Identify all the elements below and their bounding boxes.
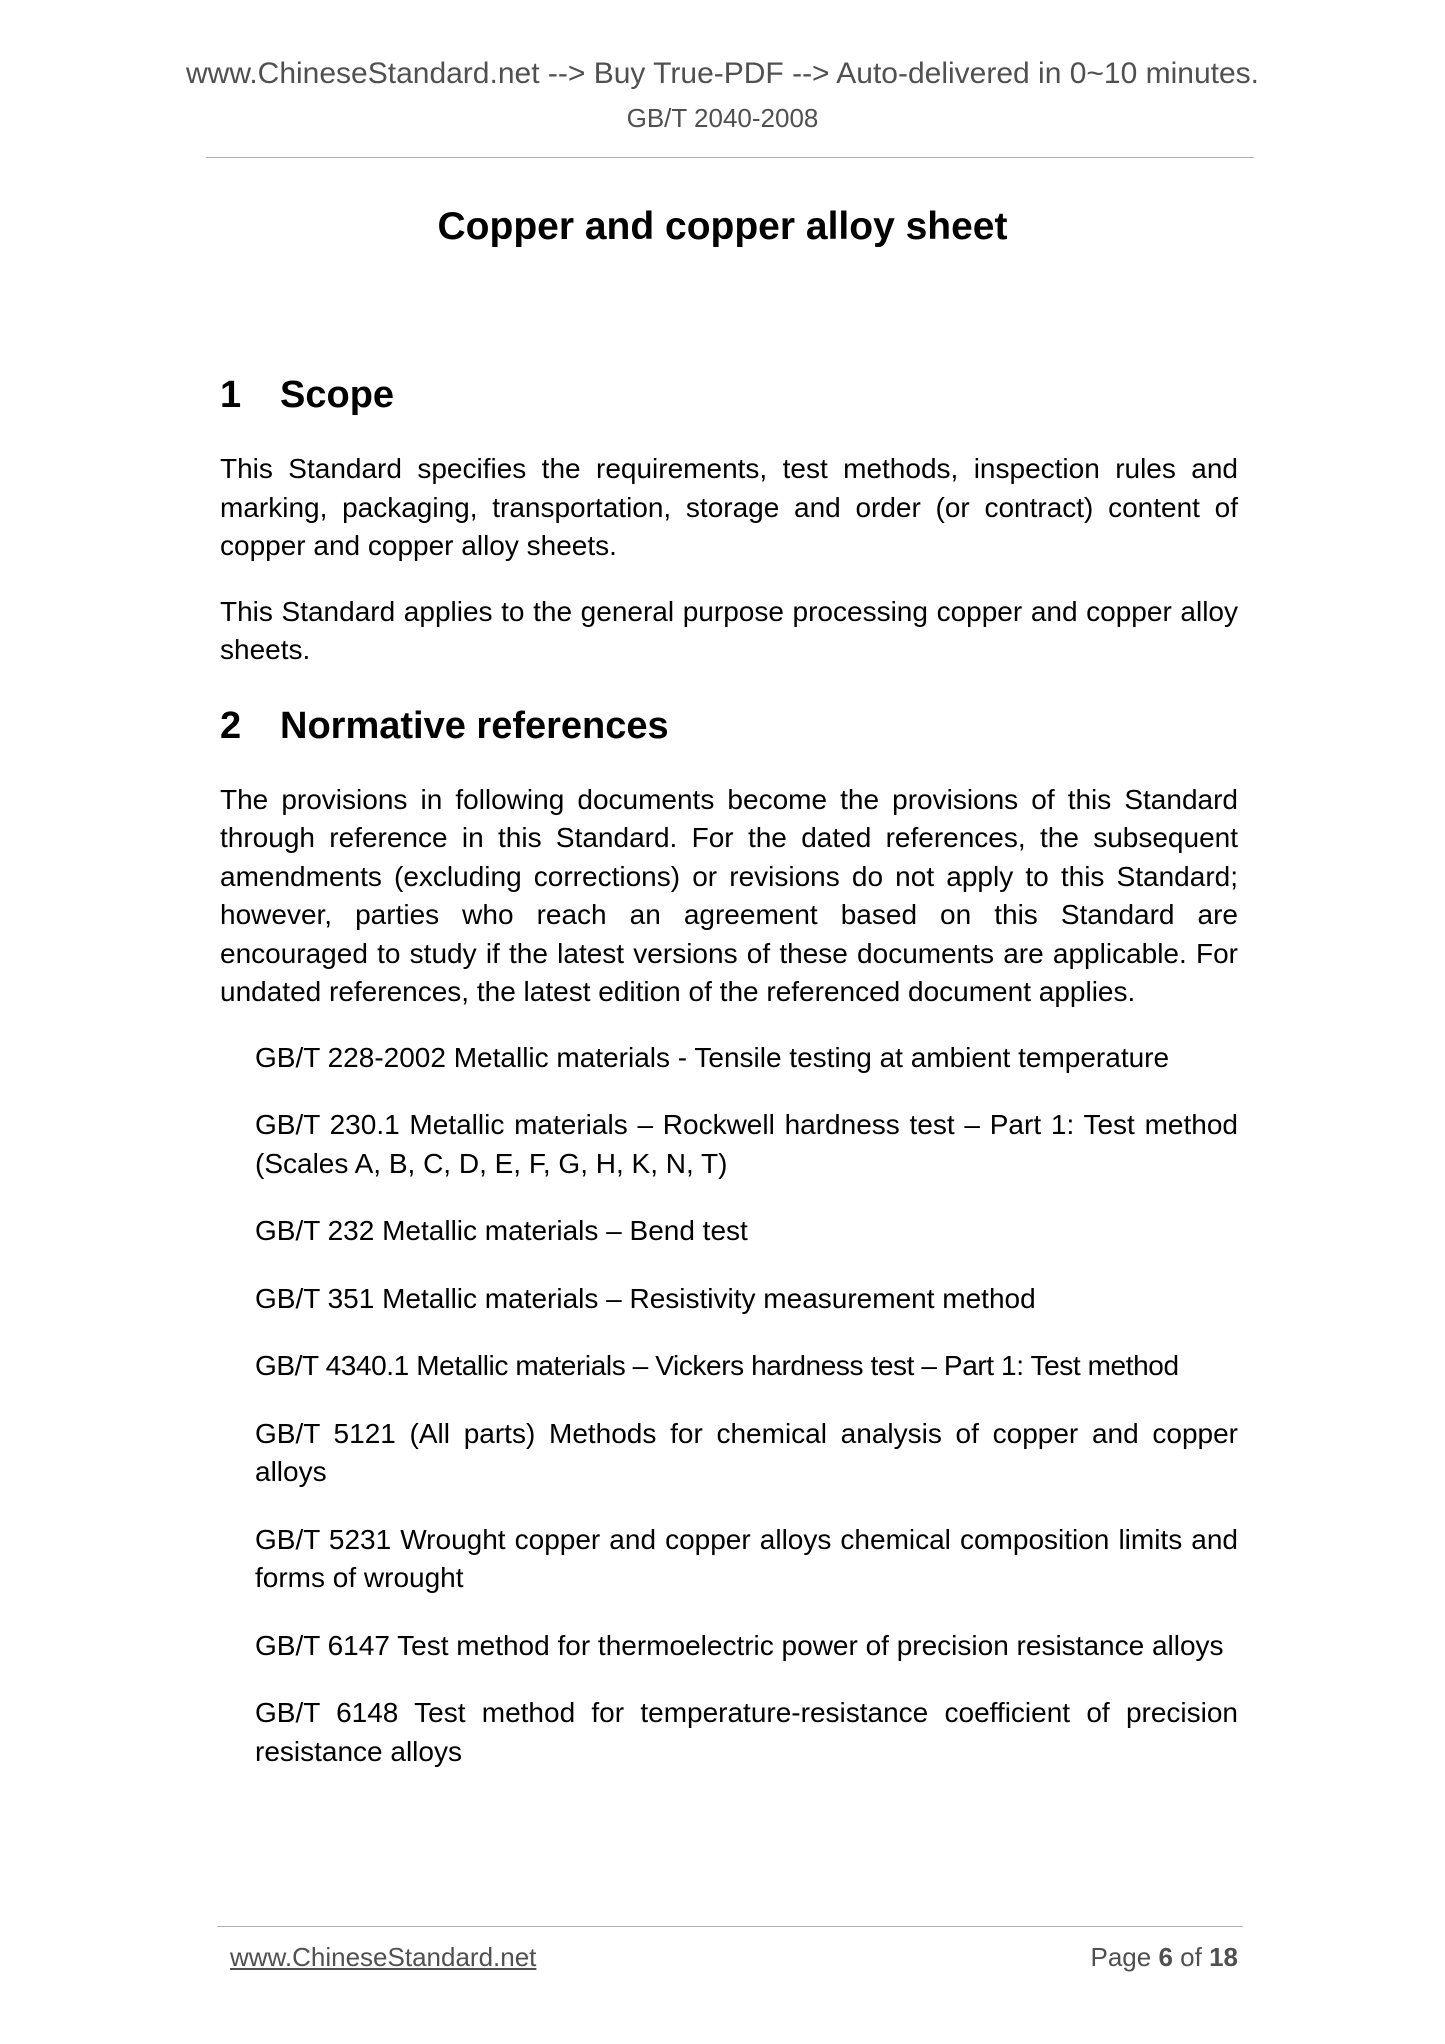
section-heading-normative-references [220,703,1238,749]
page-footer [230,1940,1238,1974]
header-promo-text: www.ChineseStandard.net --> Buy True-PDF --> Auto-delivered in 0~10 minutes. [185,57,1260,90]
document-title: Copper and copper alloy sheet [437,205,1008,248]
footer-site-link[interactable]: www.ChineseStandard.net [230,1942,537,1972]
page-prefix: Page [1090,1942,1152,1972]
reference-item: GB/T 232 Metallic materials – Bend test [255,1215,748,1246]
page-of: of [1180,1942,1202,1972]
page-number [1090,1940,1238,1974]
section-number: 1 [220,374,242,416]
reference-item: GB/T 228-2002 Metallic materials - Tensile testing at ambient temperature [255,1041,1170,1073]
paragraph: This Standard applies to the general purpose processing copper and copper alloy sheets. [220,595,1238,665]
reference-item: GB/T 5231 Wrought copper and copper alloys chemical composition limits and forms of wrought [255,1523,1238,1593]
page-header [0,56,1445,134]
section-number: 2 [220,704,242,747]
section-title: Scope [280,374,395,416]
section-title: Normative references [280,704,669,747]
reference-item: GB/T 4340.1 Metallic materials – Vickers hardness test – Part 1: Test method [255,1350,1179,1381]
reference-item: GB/T 5121 (All parts) Methods for chemical analysis of copper and copper alloys [255,1417,1238,1487]
page-total: 18 [1209,1942,1238,1972]
references-list [220,1039,1238,1772]
reference-item: GB/T 230.1 Metallic materials – Rockwell hardness test – Part 1: Test method (Scales A, B, C, D, E, F, G, H, K, N, T) [255,1109,1238,1179]
page-current: 6 [1158,1942,1173,1972]
paragraph: This Standard specifies the requirements, test methods, inspection rules and marking, packaging, transportation, storage and order (or contract) content of copper and copper alloy sheets. [220,453,1238,561]
reference-item: GB/T 351 Metallic materials – Resistivity measurement method [255,1282,1036,1314]
footer-divider [217,1926,1243,1927]
paragraph: The provisions in following documents become the provisions of this Standard through reference in this Standard. For the dated references, the subsequent amendments (excluding corrections) or revisions do not apply to this Standard; however, parties who reach an agreement based on this Standard are encouraged to study if the latest versions of these documents are applicable. For undated references, the latest edition of the referenced document applies. [220,783,1238,1007]
section-normative-references [220,703,1238,1772]
header-divider [206,157,1254,158]
header-standard-code: GB/T 2040-2008 [626,103,819,133]
section-scope [220,372,1238,670]
document-body [220,372,1238,1771]
reference-item: GB/T 6147 Test method for thermoelectric power of precision resistance alloys [255,1629,1224,1661]
reference-item: GB/T 6148 Test method for temperature-resistance coefficient of precision resistance alloys [255,1697,1238,1767]
section-heading-scope [220,372,1238,418]
